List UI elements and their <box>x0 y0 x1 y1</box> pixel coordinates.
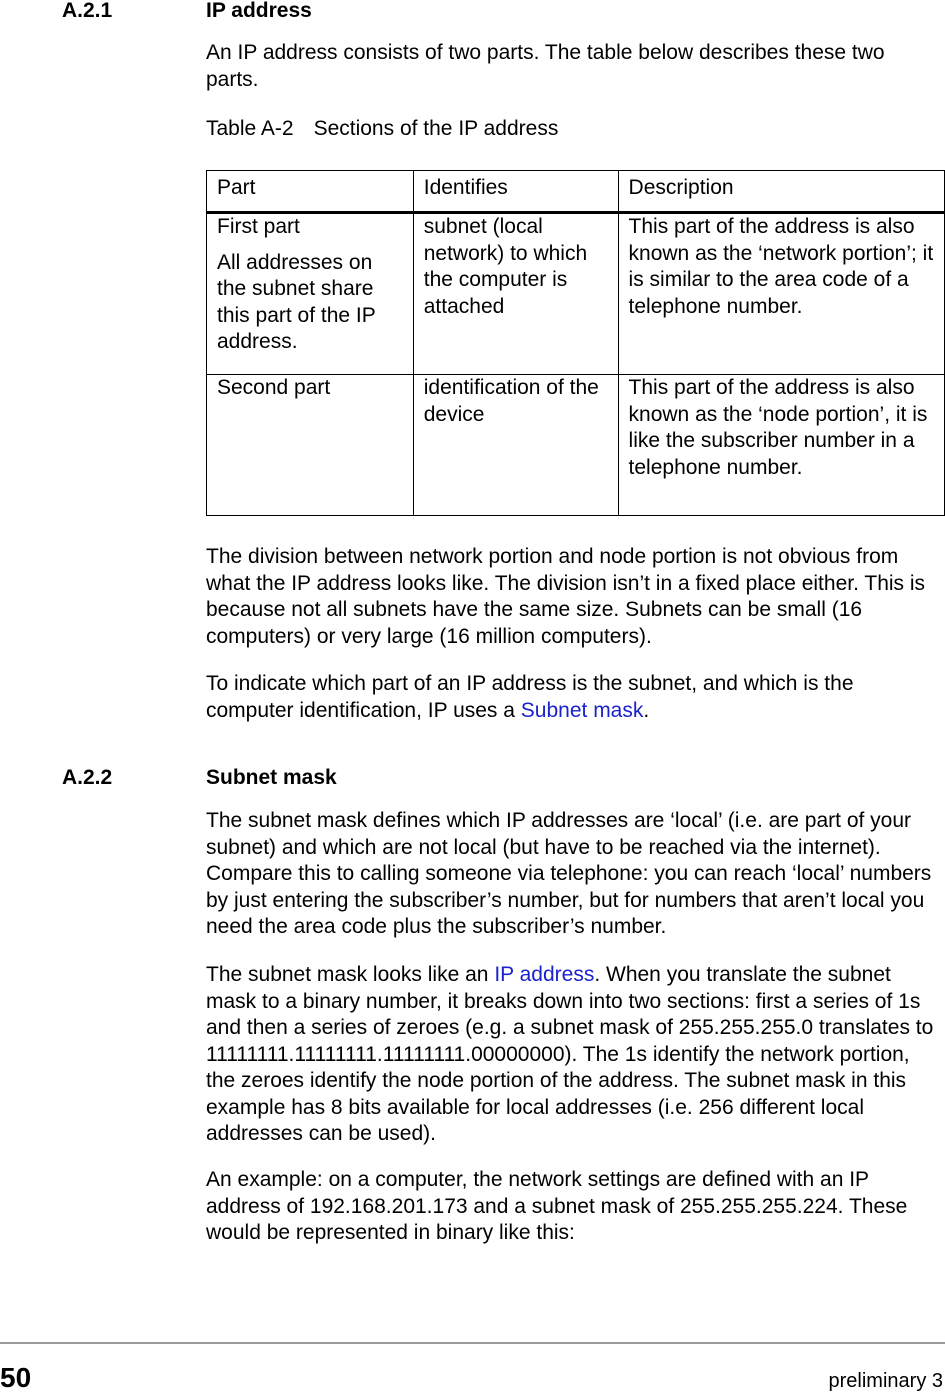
indicate-text: To indicate which part of an IP address is the subnet, and which is the computer identification, IP uses a <box>206 672 854 722</box>
table-row <box>207 375 945 516</box>
cell-description: This part of the address is also known as the ‘network portion’; it is similar to the area code of a telephone number. <box>618 213 944 375</box>
section-title-ip-address: IP address <box>206 0 312 22</box>
section-title-subnet-mask: Subnet mask <box>206 766 337 789</box>
footer-tag: preliminary 3 <box>828 1370 943 1392</box>
binary-text-start: The subnet mask looks like an <box>206 963 495 986</box>
cell-part: Second part <box>207 375 414 516</box>
table-caption-label: Table A-2 <box>206 117 294 140</box>
intro-paragraph: An IP address consists of two parts. The table below describes these two parts. <box>206 41 885 91</box>
binary-text-rest: . When you translate the subnet mask to a binary number, it breaks down into two sections: first a series of 1s and then a series of zeroes (e.g. a subnet mask of 255.255.255.0 translates to 11111111.11111111.11111111.00000000). The 1s identify the network portion, the zeroes identify the node portion of the address. The subnet mask in this example has 8 bits available for local addresses (i.e. 256 different local addresses can be used). <box>206 963 934 1145</box>
section-number-a21: A.2.1 <box>62 0 113 22</box>
cell-description: This part of the address is also known as the ‘node portion’, it is like the subscriber number in a telephone number. <box>618 375 944 516</box>
page-number: 50 <box>0 1362 32 1393</box>
division-paragraph: The division between network portion and node portion is not obvious from what the IP address looks like. The division isn’t in a fixed place either. This is because not all subnets have the same size. Subnets can be small (16 computers) or very large (16 million computers). <box>206 545 926 648</box>
subnet-binary-paragraph <box>206 962 941 1148</box>
cell-part <box>207 213 414 375</box>
cell-identifies: identification of the device <box>413 375 618 516</box>
part-note: All addresses on the subnet share this part of the IP address. <box>217 250 376 353</box>
table-row <box>207 213 945 375</box>
footer-divider <box>0 1342 945 1344</box>
header-part: Part <box>207 171 414 213</box>
header-identifies: Identifies <box>413 171 618 213</box>
indicate-paragraph <box>206 671 941 724</box>
section-number-a22: A.2.2 <box>62 766 113 789</box>
ip-sections-table <box>206 170 945 516</box>
table-caption-title: Sections of the IP address <box>313 117 559 140</box>
table-header-row <box>207 171 945 213</box>
subnet-definition-paragraph: The subnet mask defines which IP addresses are ‘local’ (i.e. are part of your subnet) and which are not local (but have to be reached via the internet). Compare this to calling someone via telephone: you can reach ‘local’ numbers by just entering the subscriber’s number, but for numbers that aren’t local you need the area code plus the subscriber’s number. <box>206 809 932 938</box>
cell-identifies: subnet (local network) to which the computer is attached <box>413 213 618 375</box>
subnet-mask-link[interactable]: Subnet mask <box>520 698 644 722</box>
part-label: First part <box>217 215 300 238</box>
table-caption <box>206 116 558 142</box>
ip-address-link[interactable]: IP address <box>494 963 595 986</box>
header-description: Description <box>618 171 944 213</box>
indicate-end: . <box>643 698 650 722</box>
example-paragraph: An example: on a computer, the network settings are defined with an IP address of 192.168.201.173 and a subnet mask of 255.255.255.224. These would be represented in binary like this: <box>206 1168 908 1244</box>
